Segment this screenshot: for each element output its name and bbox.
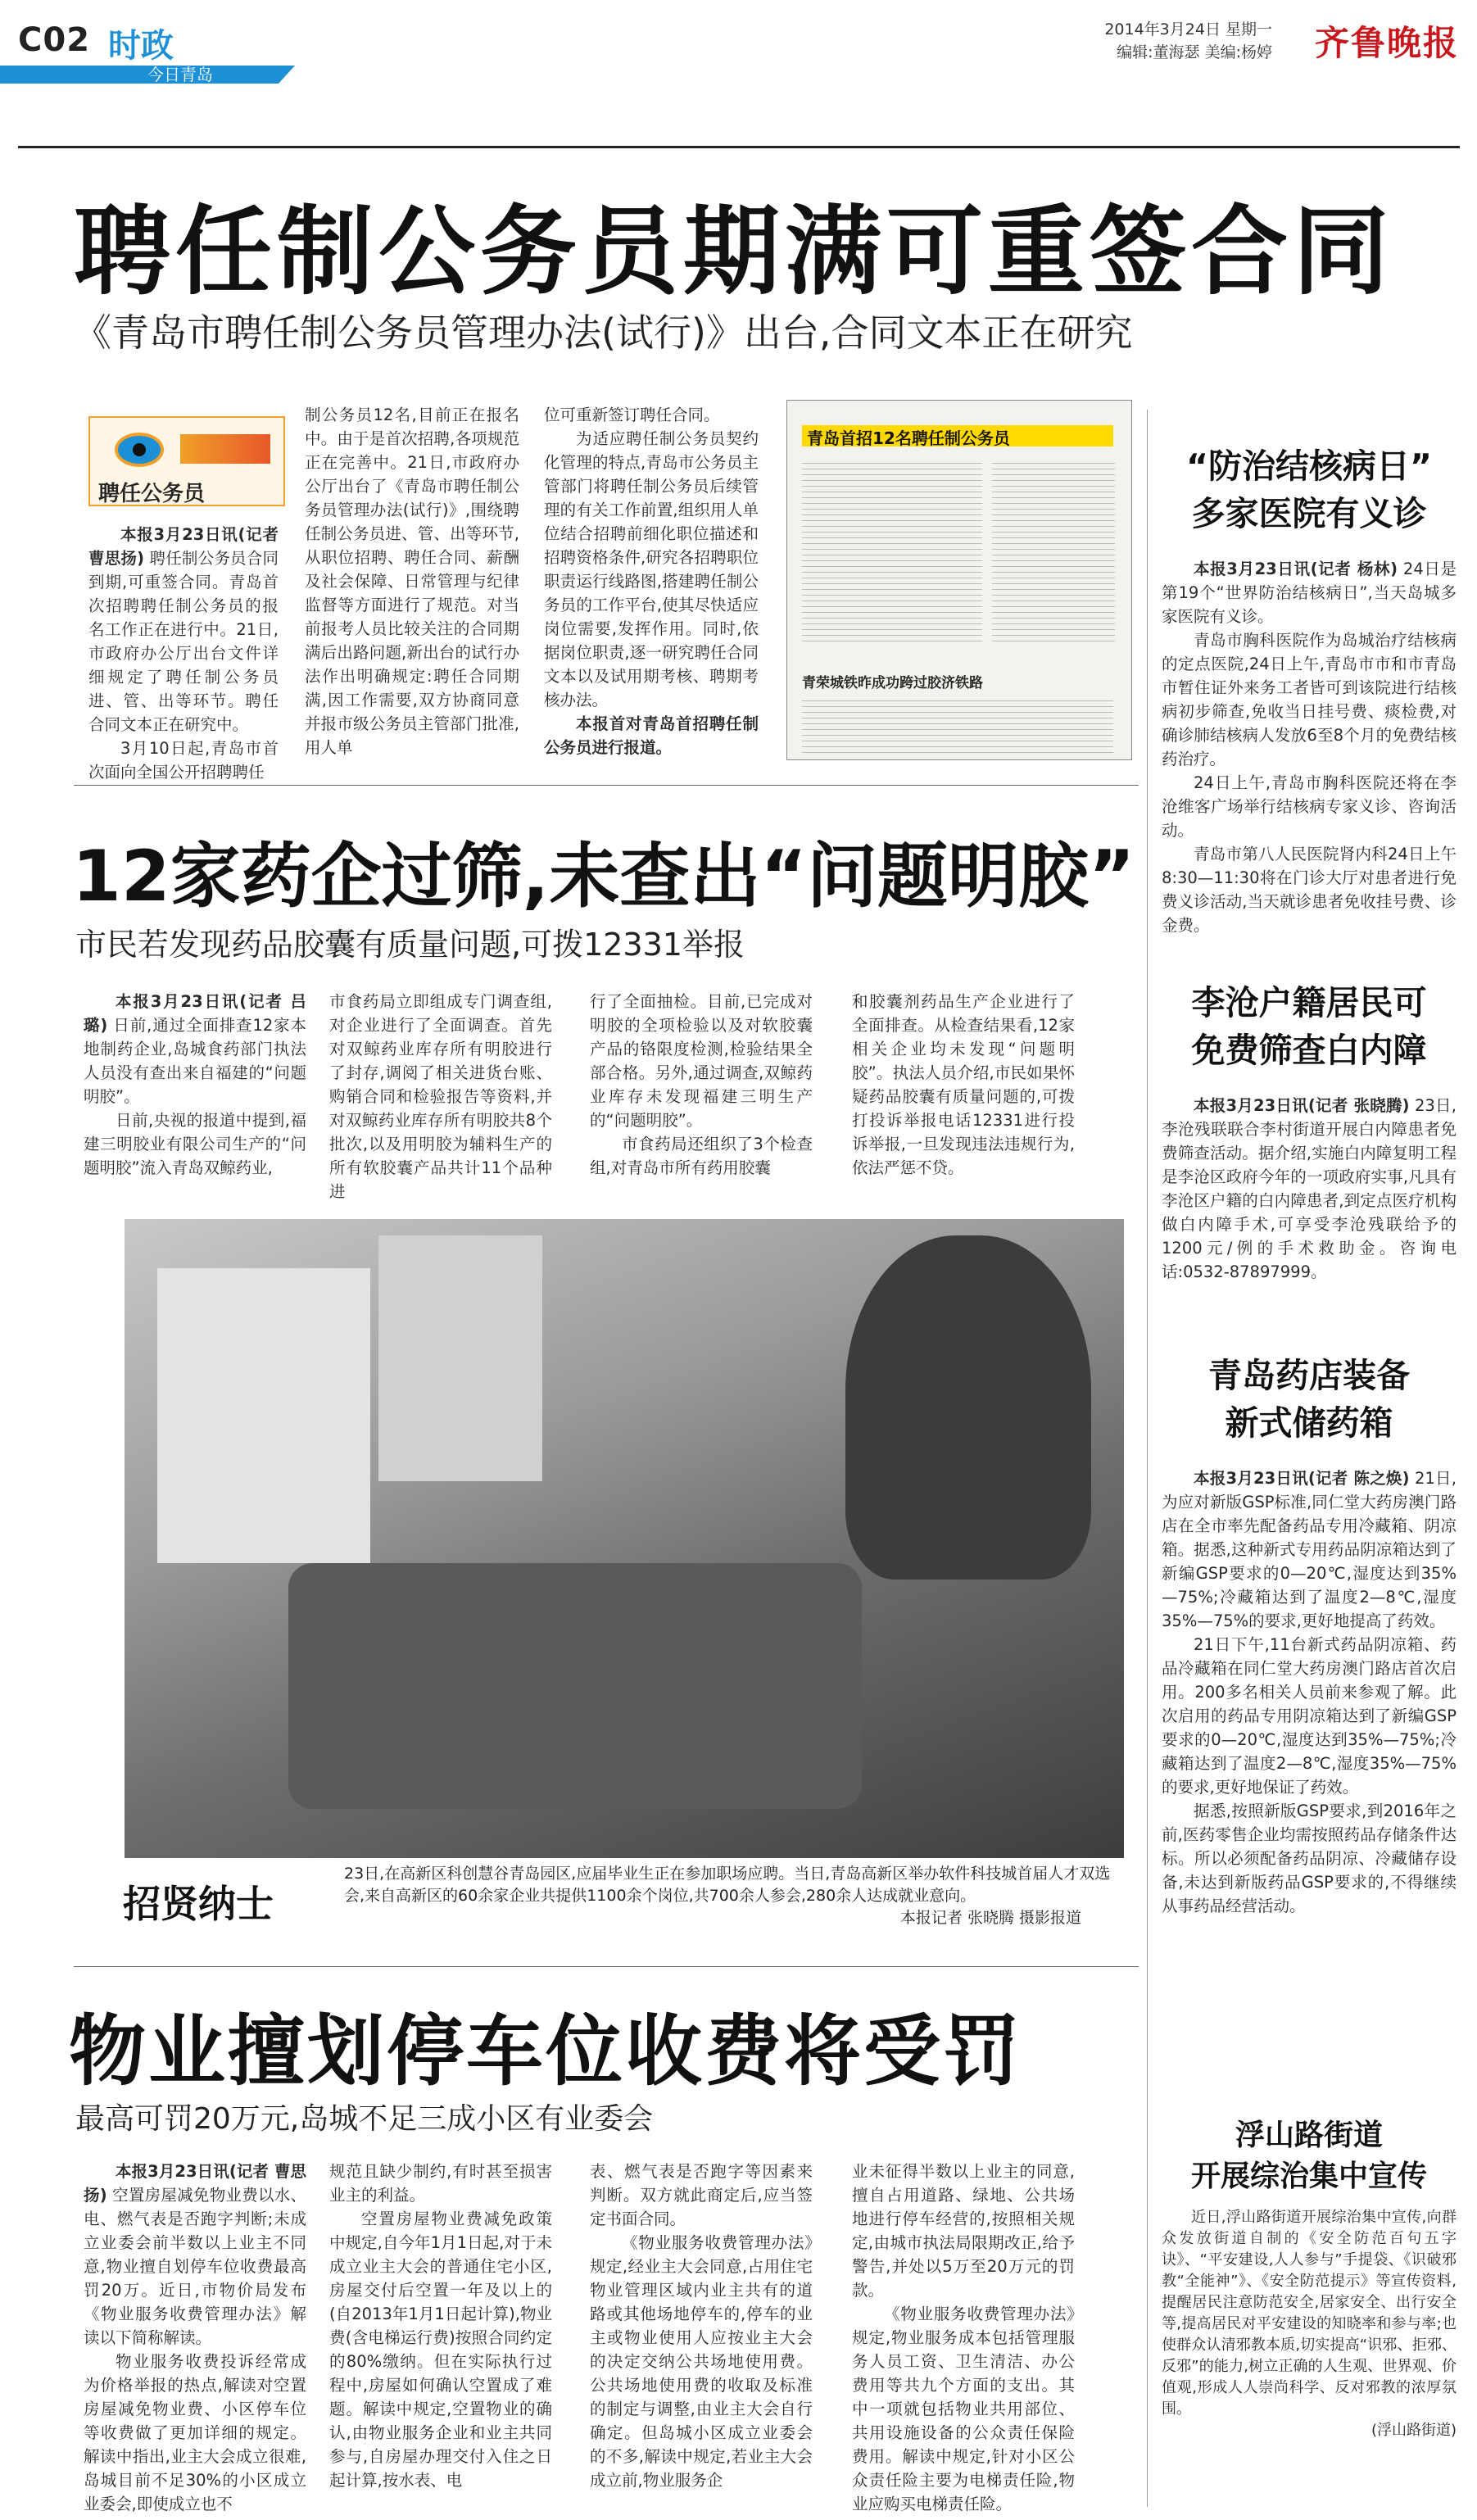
side1-body: 本报3月23日讯(记者 杨林) 24日是第19个“世界防治结核病日”,当天岛城多家医院有义诊。 青岛市胸科医院作为岛城治疗结核病的定点医院,24日上午,青岛市市和市青岛市暂住证外来务工者皆可到该院进行结核病初步筛查,免收当日挂号费、痰检费,对确诊肺结核病人发放6至8个月的免费结核药治疗。 24日上午,青岛市胸科医院还将在李沧维客广场举行结核病专家义诊、咨询活动。 青岛市第八人民医院肾内科24日上午8:30—11:30将在门诊大厅对患者进行免费义诊活动,当天就诊患者免收挂号费、诊金费。 xyxy=(1162,560,1457,935)
photo-caption xyxy=(344,1863,1114,1929)
story1-lead: 本报3月23日讯(记者 曹思扬) xyxy=(88,525,279,568)
story3-col2-text: 规范且缺少制约,有时甚至损害业主的利益。 xyxy=(329,2162,552,2205)
story3-col3 xyxy=(590,2160,813,2492)
photo-caption-text: 23日,在高新区科创慧谷青岛园区,应届毕业生正在参加职场应聘。当日,青岛高新区举办软件科技城首届人才双选会,来自高新区的60余家企业共提供1100余个岗位,共700余人参会,280余人达成就业意向。 xyxy=(344,1865,1111,1905)
subsection-name: 今日青岛 xyxy=(147,65,213,84)
story1-col3b: 为适应聘任制公务员契约化管理的特点,青岛市公务员主管部门将聘任制公务员后续管理的有关工作前置,组织用人单位结合招聘前细化职位描述和招聘资格条件,研究各招聘职位职责运行线路图,搭建聘任制公务员的工作平台,使其尽快适应岗位需要,发挥作用。同时,依据岗位职责,逐一研究聘任合同文本以及试用期考核、聘期考核办法。 xyxy=(544,429,759,709)
story2-lead: 本报3月23日讯(记者 吕璐) xyxy=(84,992,306,1035)
story2-col2 xyxy=(329,990,552,1203)
story1-col1-text: 聘任制公务员合同到期,可重签合同。青岛首次招聘聘任制公务员的报名工作正在进行中。21日,市政府办公厅出台文件详细规定了聘任制公务员进、管、出等环节。聘任合同文本正在研究中。 xyxy=(88,549,279,734)
story2-rule xyxy=(74,1966,1139,1967)
page-code: C02 xyxy=(18,21,91,59)
side-story-1 xyxy=(1162,442,1457,937)
story2-col2-text: 市食药局立即组成专门调查组,对企业进行了全面调查。首先对双鲸药业库存所有明胶进行了封存,调阅了相关进货台账、购销合同和检验报告等资料,并对双鲸药业库存所有明胶共8个批次,以及用明胶为辅料生产的所有软胶囊产品共计11个品种进 xyxy=(329,992,552,1201)
story2-col1-text: 日前,通过全面排查12家本地制药企业,岛城食药部门执法人员没有查出来自福建的“问题明胶”。 xyxy=(84,1016,306,1106)
side-story-4 xyxy=(1162,2115,1457,2441)
side4-body: 近日,浮山路街道开展综治集中宣传,向群众发放街道自制的《安全防范百句五字诀》、“平安建设,人人参与”手提袋、《识破邪教“全能神”》、《安全防范提示》等宣传资料,提醒居民注意防范安全,居家安全、出行安全等,提高居民对平安建设的知晓率和参与率;也使群众认清邪教本质,切实提高“识邪、拒邪、反邪”的能力,树立正确的人生观、世界观、价值观,形成人人崇尚科学、反对邪教的浓厚氛围。 (浮山路街道) xyxy=(1162,2209,1457,2439)
photo-credit: 本报记者 张晓腾 摄影报道 xyxy=(899,1909,1081,1927)
story2-col1 xyxy=(84,990,306,1180)
side1-headline: “防治结核病日” 多家医院有义诊 xyxy=(1186,446,1432,533)
photo-caption-box xyxy=(90,1858,1124,1956)
side3-body: 本报3月23日讯(记者 陈之焕) 21日,为应对新版GSP标准,同仁堂大药房澳门路店在全市率先配备药品专用冷藏箱、阴凉箱。据悉,这种新式专用药品阴凉箱达到了新编GSP要求的0—20℃,湿度达到35%—75%;冷藏箱达到了温度2—8℃,湿度35%—75%的要求,更好地提高了药效。 21日下午,11台新式药品阴凉箱、药品冷藏箱在同仁堂大药房澳门路店首次启用。200多名相关人员前来参观了解。此次启用的药品专用阴凉箱达到了新编GSP要求的0—20℃,湿度达到35%—75%;冷藏箱达到了温度2—8℃,湿度35%—75%的要求,更好地保证了药效。 据悉,按照新版GSP要求,到2016年之前,医药零售企业均需按照药品存储条件达标。所以必须配备药品阴凉、冷藏储存设备,未达到新版药品GSP要求的,不得继续从事药品经营活动。 xyxy=(1162,1469,1457,1915)
story3-col2b: 空置房屋物业费减免政策中规定,自今年1月1日起,对于未成立业主大会的普通住宅小区,房屋交付后空置一年及以上的(自2013年1月1日起计算),物业费(含电梯运行费)按照合同约定的80%缴纳。但在实际执行过程中,房屋如何确认空置成了难题。解读中规定,空置物业的确认,由物业服务企业和业主共同参与,自房屋办理交付入住之日起计算,按水表、电 xyxy=(329,2210,552,2490)
story1-rule xyxy=(74,785,1139,786)
sidebar-divider xyxy=(1147,410,1148,2507)
clip-text-block-2 xyxy=(992,458,1115,646)
story3-col3b: 《物业服务收费管理办法》规定,经业主大会同意,占用住宅物业管理区域内业主共有的道路或其他场地停车的,停车的业主或物业使用人应按业主大会的决定交纳公共场地使用费。公共场地使用费的收取及标准的制定与调整,由业主大会自行确定。但岛城小区成立业委会的不多,解读中规定,若业主大会成立前,物业服务企 xyxy=(590,2233,813,2490)
side2-body: 本报3月23日讯(记者 张晓腾) 23日,李沧残联联合李村街道开展白内障患者免费筛查活动。据介绍,实施白内障复明工程是李沧区政府今年的一项政府实事,凡具有李沧区户籍的白内障患者,到定点医疗机构做白内障手术,可享受李沧残联给予的1200元/例的手术救助金。咨询电话:0532-87897999。 xyxy=(1162,1096,1457,1281)
side-story-3 xyxy=(1162,1352,1457,1918)
tag-stripe xyxy=(180,434,270,464)
story3-col2 xyxy=(329,2160,552,2492)
issue-date: 2014年3月24日 星期一 xyxy=(1104,20,1272,39)
story1-col3 xyxy=(544,403,759,759)
story3-col4-text: 业未征得半数以上业主的同意,擅自占用道路、绿地、公共场地进行停车经营的,按照相关规定,由城市执法局限期改正,给予警告,并处以5万至20万元的罚款。 xyxy=(852,2162,1075,2300)
story3-col4b: 《物业服务收费管理办法》规定,物业服务成本包括管理服务人员工资、卫生清洁、办公费用等共九个方面的支出。其中一项就包括物业共用部位、共用设施设备的公众责任保险费用。解读中规定,针对小区公众责任险主要为电梯责任险,物业应购买电梯责任险。 xyxy=(852,2305,1075,2513)
editors: 编辑:董海瑟 美编:杨婷 xyxy=(1117,43,1272,61)
story3-lead: 本报3月23日讯(记者 曹思扬) xyxy=(84,2162,306,2205)
photo-building xyxy=(157,1268,370,1563)
story2-headline: 12家药企过筛,未查出“问题明胶” xyxy=(72,836,1135,918)
header-meta xyxy=(1104,18,1272,64)
story2-col3 xyxy=(590,990,813,1180)
side-story-2 xyxy=(1162,979,1457,1284)
story2-col3b: 市食药局还组织了3个检查组,对青岛市所有药用胶囊 xyxy=(590,1135,813,1177)
story1-col2-text: 制公务员12名,目前正在报名中。由于是首次招聘,各项规范正在完善中。21日,市政府办公厅出台了《青岛市聘任制公务员管理办法(试行)》,围绕聘任制公务员进、管、出等环节,从职位招聘、聘任合同、薪酬及社会保障、日常管理与纪律监督等方面进行了规范。对当前报考人员比较关注的合同期满后出路问题,新出台的试行办法作出明确规定:聘任合同期满,因工作需要,双方协商同意并报市级公务员主管部门批准,用人单 xyxy=(305,406,519,757)
story1-col3-end: 本报首对青岛首招聘任制公务员进行报道。 xyxy=(544,714,759,757)
story1-col2 xyxy=(305,403,519,759)
photo-building-2 xyxy=(378,1235,542,1481)
story3-col1-text: 空置房屋减免物业费以水、电、燃气表是否跑字判断;未成立业委会前半数以上业主不同意,物业擅自划停车位收费最高罚20万。近日,市物价局发布《物业服务收费管理办法》解读以下简称解读。 xyxy=(84,2186,306,2347)
story2-col4-text: 和胶囊剂药品生产企业进行了全面排查。从检查结果看,12家相关企业均未发现“问题明胶”。执法人员介绍,市民如果怀疑药品胶囊有质量问题的,可拨打投诉举报电话12331进行投诉举报,一旦发现违法违规行为,依法严惩不贷。 xyxy=(852,992,1075,1177)
section-name: 时政 xyxy=(108,27,174,65)
clip-text-block xyxy=(802,458,982,646)
photo-crowd xyxy=(288,1563,862,1809)
header-rule xyxy=(18,146,1460,148)
story3-subhead: 最高可罚20万元,岛城不足三成小区有业委会 xyxy=(75,2102,654,2136)
photo-label: 招贤纳士 xyxy=(123,1882,274,1926)
story2-col3-text: 行了全面抽检。目前,已完成对明胶的全项检验以及对软胶囊产品的铬限度检测,检验结果全部合格。另外,通过调查,双鲸药业库存未发现福建三明生产的“问题明胶”。 xyxy=(590,992,813,1130)
clip-text-block-3 xyxy=(802,696,1113,753)
story3-col4 xyxy=(852,2160,1075,2516)
tag-label: 聘任公务员 xyxy=(98,482,206,506)
story3-col1 xyxy=(84,2160,306,2516)
story2-col4 xyxy=(852,990,1075,1180)
story1-col1b: 3月10日起,青岛市首次面向全国公开招聘聘任 xyxy=(88,739,279,782)
section-bar xyxy=(0,66,279,84)
newspaper-clip xyxy=(786,400,1132,760)
side3-headline: 青岛药店装备 新式储药箱 xyxy=(1208,1356,1410,1443)
story2-subhead: 市民若发现药品胶囊有质量问题,可拨12331举报 xyxy=(75,927,745,963)
story2-col1b: 日前,央视的报道中提到,福建三明胶业有限公司生产的“问题明胶”流入青岛双鲸药业, xyxy=(84,1111,306,1177)
side2-headline: 李沧户籍居民可 免费筛查白内障 xyxy=(1191,983,1427,1070)
job-fair-photo xyxy=(125,1219,1124,1858)
story3-headline: 物业擅划停车位收费将受罚 xyxy=(69,2007,1023,2096)
clip-subtitle: 青荣城铁昨成功跨过胶济铁路 xyxy=(802,675,983,691)
story1-col3-text: 位可重新签订聘任合同。 xyxy=(544,406,720,424)
story1-col1 xyxy=(88,523,279,784)
newspaper-logo: 齐鲁晚报 xyxy=(1314,23,1459,63)
clip-title: 青岛首招12名聘任制公务员 xyxy=(807,428,1010,448)
story3-col3-text: 表、燃气表是否跑字等因素来判断。双方就此商定后,应当签定书面合同。 xyxy=(590,2162,813,2228)
eye-icon xyxy=(115,433,164,467)
section-bar-tip xyxy=(279,66,295,84)
side4-headline: 浮山路街道 开展综治集中宣传 xyxy=(1190,2119,1427,2193)
photo-person xyxy=(845,1235,1091,1580)
story1-tag xyxy=(88,416,285,506)
story3-col1b: 物业服务收费投诉经常成为价格举报的热点,解读对空置房屋减免物业费、小区停车位等收费做了更加详细的规定。解读中指出,业主大会成立很难,岛城目前不足30%的小区成立业委会,即使成立也不 xyxy=(84,2352,306,2513)
story1-headline: 聘任制公务员期满可重签合同 xyxy=(74,195,1395,308)
story1-subhead: 《青岛市聘任制公务员管理办法(试行)》出台,合同文本正在研究 xyxy=(74,310,1133,355)
